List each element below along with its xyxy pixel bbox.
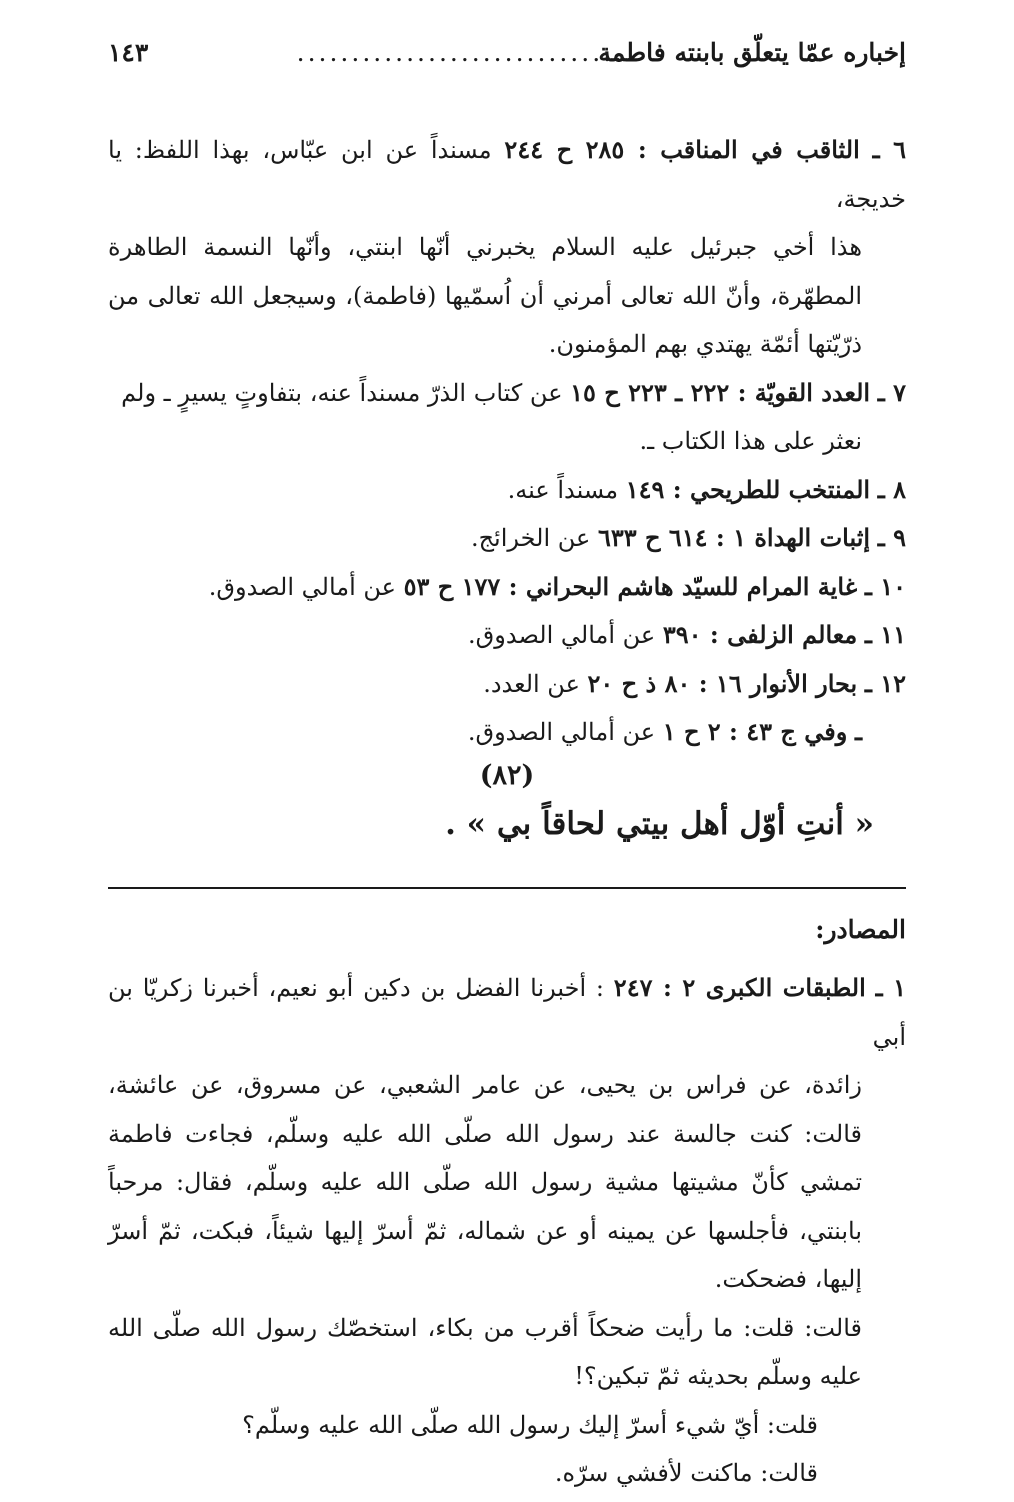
entry-number: ٨ ـ <box>877 474 906 504</box>
section-divider <box>108 887 906 889</box>
entry-source: غاية المرام للسيّد هاشم البحراني : ١٧٧ ح ٥٣ <box>403 571 858 601</box>
running-header <box>108 38 906 78</box>
reference-entry-11 <box>108 611 906 660</box>
entry-text: : أخبرنا الفضل بن دكين أبو نعيم، أخبرنا زكريّا بن أبي <box>108 974 906 1051</box>
entry-text: عن الخرائج. <box>470 524 598 552</box>
entry-number: ١١ ـ <box>864 620 906 649</box>
source-entry-1 <box>108 964 906 1304</box>
entry-text: مسنداً عنه. <box>507 475 626 504</box>
reference-entry-12 <box>108 660 906 709</box>
entry-number: ١٠ ـ <box>864 571 906 601</box>
entry-number: ٦ ـ <box>872 135 907 164</box>
entry-source: الثاقب في المناقب : ٢٨٥ ح ٢٤٤ <box>504 135 860 164</box>
sources-list <box>108 964 906 1498</box>
hadith-text: « أنتِ أوّل أهل بيتي لحاقاً بي » . <box>445 806 874 842</box>
entry-text: عن أمالي الصدوق. <box>468 621 663 649</box>
entry-source: إثبات الهداة ١ : ٦١٤ ح ٦٣٣ <box>597 523 871 552</box>
entry-source: بحار الأنوار ١٦ : ٨٠ ذ ح ٢٠ <box>587 668 858 698</box>
entry-source: معالم الزلفى : ٣٩٠ <box>662 620 858 649</box>
entry-text: عن أمالي الصدوق. <box>208 572 404 601</box>
sources-heading: المصادر: <box>815 915 906 944</box>
reference-entry-8 <box>108 466 906 515</box>
header-leader-dots: ............................... <box>296 38 636 67</box>
entry-number: ٧ ـ <box>877 377 906 407</box>
entry-number: ـ <box>854 717 862 746</box>
entry-source: وفي ج ٤٣ : ٢ ح ١ <box>662 717 848 746</box>
narration-question: قلت: أيّ شيء أسرّ إليك رسول الله صلّى الله عليه وسلّم؟ <box>242 1410 818 1439</box>
header-title: إخباره عمّا يتعلّق بابنته فاطمة <box>598 38 906 67</box>
entry-text: عن كتاب الذرّ مسنداً عنه، بتفاوتٍ يسيرٍ ـ ولم <box>121 378 571 407</box>
entry-text: مسنداً عن ابن عبّاس، بهذا اللفظ: يا خديجة، <box>108 136 906 213</box>
reference-entry-12-sub <box>108 708 906 757</box>
entry-continuation: نعثر على هذا الكتاب ـ. <box>639 427 862 455</box>
entry-text: عن العدد. <box>483 669 588 698</box>
entry-number: ١٢ ـ <box>864 668 906 698</box>
reference-entry-7 <box>108 369 906 466</box>
hadith-number: (٨٢) <box>479 760 535 791</box>
entry-number: ٩ ـ <box>877 523 906 552</box>
page-number: ١٤٣ <box>108 38 149 67</box>
narration-answer: قالت: ماكنت لأفشي سرّه. <box>554 1459 818 1487</box>
entry-number: ١ ـ <box>875 973 907 1002</box>
entry-source: الطبقات الكبرى ٢ : ٢٤٧ <box>613 973 866 1002</box>
entry-source: المنتخب للطريحي : ١٤٩ <box>625 474 871 504</box>
entry-continuation: هذا أخي جبرئيل عليه السلام يخبرني أنّها ابنتي، وأنّها النسمة الطاهرة المطهّرة، وأنّ الله تعالى أمرني أن اُسمّيها (فاطمة)، وسيجعل الله تعالى من ذرّيّتها أئمّة يهتدي بهم المؤمنون. <box>108 233 862 358</box>
references-list <box>108 126 906 757</box>
reference-entry-10 <box>108 563 906 612</box>
reference-entry-9 <box>108 514 906 563</box>
entry-continuation: زائدة، عن فراس بن يحيى، عن عامر الشعبي، عن مسروق، عن عائشة، قالت: كنت جالسة عند رسول الله صلّى الله عليه وسلّم، فجاءت فاطمة تمشي كأنّ مشيتها مشية رسول الله صلّى الله عليه وسلّم، فقال: مرحباً بابنتي، فأجلسها عن يمينه أو عن شماله، ثمّ أسرّ إليها شيئاً، فبكت، ثمّ أسرّ إليها، فضحكت. <box>108 1071 862 1293</box>
narration-paragraph: قالت: قلت: ما رأيت ضحكاً أقرب من بكاء، استخصّك رسول الله صلّى الله عليه وسلّم بحديثه ثمّ تبكين؟! <box>108 1313 862 1390</box>
entry-text: عن أمالي الصدوق. <box>467 718 663 746</box>
entry-source: العدد القويّة : ٢٢٢ ـ ٢٢٣ ح ١٥ <box>570 377 871 407</box>
reference-entry-6 <box>108 126 906 369</box>
